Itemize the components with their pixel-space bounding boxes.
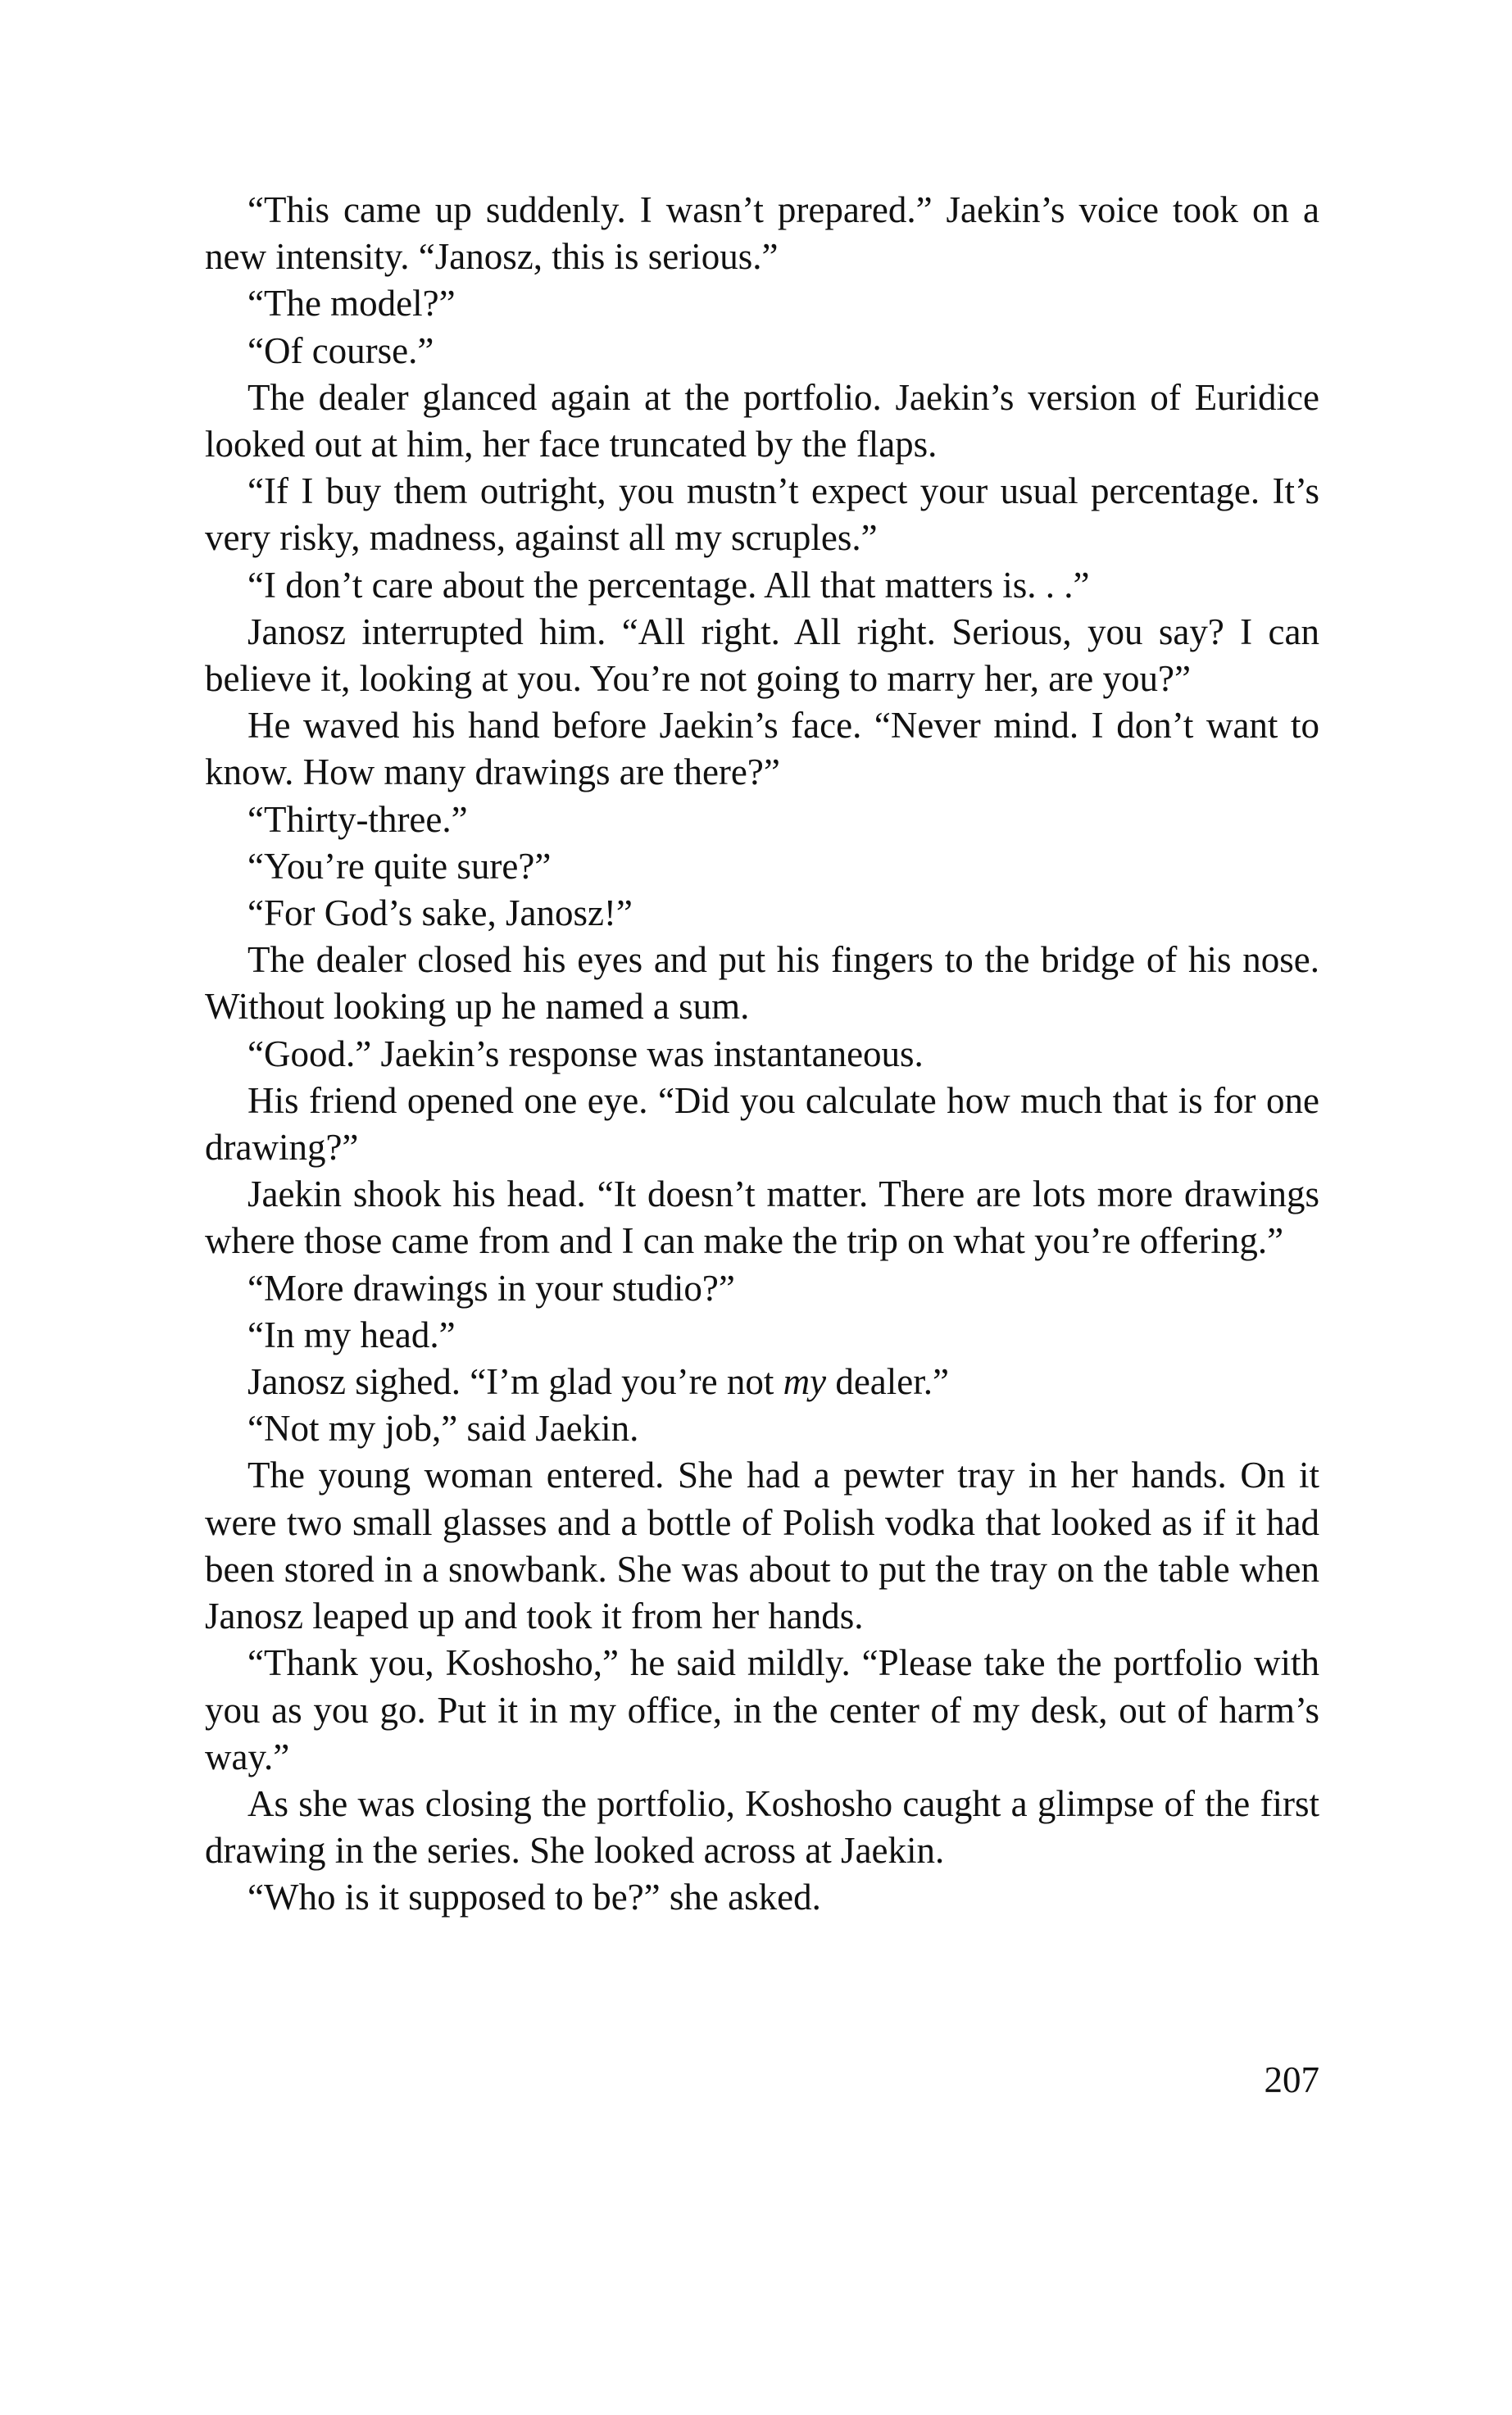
paragraph: “You’re quite sure?” — [247, 845, 552, 887]
paragraph: He waved his hand before Jaekin’s face. “Never mind. I don’t want to know. How many drawings are there?” — [205, 705, 1319, 793]
paragraph: “If I buy them outright, you mustn’t expect your usual percentage. It’s very risky, madness, against all my scruples.” — [205, 470, 1319, 559]
paragraph: “Who is it supposed to be?” she asked. — [247, 1877, 821, 1918]
paragraph: “Thirty-three.” — [247, 798, 468, 840]
paragraph: “For God’s sake, Janosz!” — [247, 892, 633, 934]
paragraph: “Of course.” — [247, 329, 434, 371]
paragraph-text: Janosz sighed. “I’m glad you’re not — [247, 1361, 783, 1403]
paragraph: “This came up suddenly. I wasn’t prepared.” Jaekin’s voice took on a new intensity. “Janosz, this is serious.” — [205, 189, 1319, 278]
paragraph: “The model?” — [247, 283, 456, 325]
paragraph: Jaekin shook his head. “It doesn’t matter. There are lots more drawings where those came from and I can make the trip on what you’re offering.” — [205, 1173, 1319, 1262]
paragraph: “In my head.” — [247, 1314, 456, 1355]
paragraph-text: dealer.” — [826, 1361, 949, 1403]
paragraph: The dealer closed his eyes and put his fingers to the bridge of his nose. Without looking up he named a sum. — [205, 939, 1319, 1028]
paragraph: The young woman entered. She had a pewter tray in her hands. On it were two small glasses and a bottle of Polish vodka that looked as if it had been stored in a snowbank. She was about to put the tray on the table when Janosz leaped up and took it from her hands. — [205, 1455, 1319, 1637]
paragraph: “More drawings in your studio?” — [247, 1267, 735, 1309]
paragraph — [205, 1359, 1319, 1405]
paragraph: “I don’t care about the percentage. All that matters is. . .” — [247, 564, 1090, 606]
paragraph: “Good.” Jaekin’s response was instantaneous. — [247, 1033, 924, 1074]
emphasis-text: my — [783, 1361, 827, 1403]
paragraph: “Not my job,” said Jaekin. — [247, 1408, 639, 1450]
paragraph: As she was closing the portfolio, Koshosho caught a glimpse of the first drawing in the series. She looked across at Jaekin. — [205, 1782, 1319, 1872]
paragraph: “Thank you, Koshosho,” he said mildly. “Please take the portfolio with you as you go. Put it in my office, in the center of my desk, out of harm’s way.” — [205, 1642, 1319, 1777]
paragraph: Janosz interrupted him. “All right. All right. Serious, you say? I can believe it, looking at you. You’re not going to marry her, are you?” — [205, 611, 1319, 700]
paragraph: The dealer glanced again at the portfolio. Jaekin’s version of Euridice looked out at him, her face truncated by the flaps. — [205, 376, 1319, 465]
paragraph: His friend opened one eye. “Did you calculate how much that is for one drawing?” — [205, 1079, 1319, 1169]
body-text — [205, 187, 1319, 1922]
page-number: 207 — [1264, 2059, 1319, 2100]
